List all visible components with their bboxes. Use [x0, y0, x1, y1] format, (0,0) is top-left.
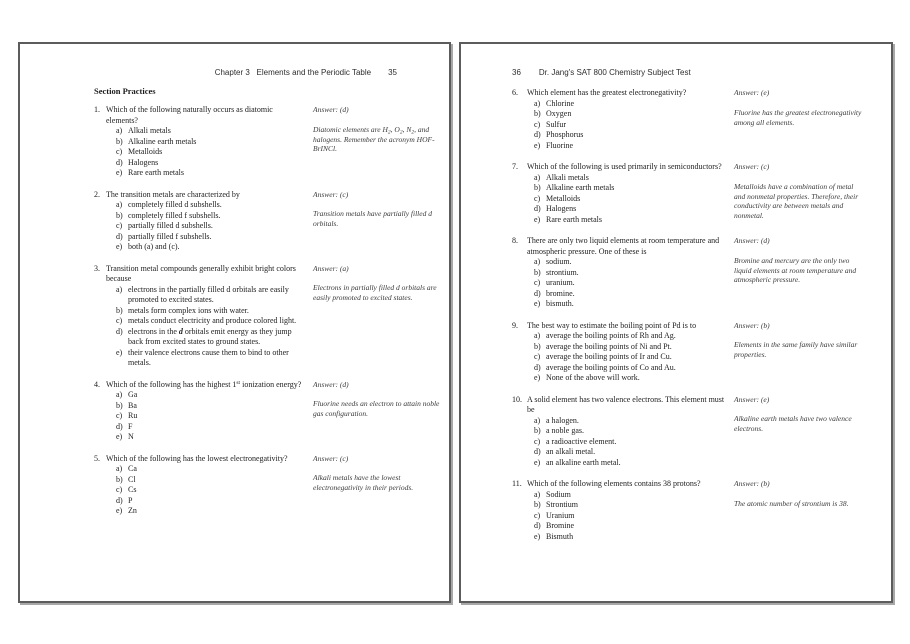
option-letter: b): [116, 474, 123, 484]
page-right-content: [461, 44, 891, 601]
option-row: [116, 327, 449, 348]
question-text: The transition metals are characterized by: [106, 189, 240, 199]
option-text: completely filled d subshells.: [128, 200, 222, 209]
option-letter: b): [116, 305, 123, 315]
option-text: strontium.: [546, 267, 579, 277]
option-letter: c): [534, 119, 541, 129]
question-number: 1.: [94, 105, 100, 114]
answer-note: Diatomic elements are $H_2$, $O_2$, $N_2$, and halogens. Remember the acronym HOF-BrINCl.: [313, 124, 435, 154]
question-block: [94, 190, 449, 253]
question-number: 2.: [94, 189, 100, 199]
option-letter: e): [116, 432, 123, 441]
answer-column: [734, 162, 864, 221]
option-row: [534, 521, 891, 532]
option-text: Bromine: [546, 521, 574, 530]
answer-column: [734, 395, 864, 434]
page-left-content: [20, 44, 449, 601]
question-block: [512, 395, 891, 469]
answer-column: [734, 479, 864, 509]
option-letter: c): [534, 278, 541, 287]
option-row: [534, 447, 891, 458]
option-letter: c): [116, 316, 123, 325]
option-text: uranium.: [546, 278, 575, 287]
question-block: [94, 264, 449, 369]
option-text: Alkaline earth metals: [546, 183, 615, 192]
answer-column: [313, 454, 443, 493]
section-title: Section Practices: [94, 86, 156, 96]
option-text: electrons in the partially filled d orbitals are easily promoted to excited states.: [128, 284, 289, 304]
option-text: Alkali metals: [128, 126, 171, 135]
option-row: [534, 532, 891, 543]
option-letter: e): [534, 140, 541, 150]
option-text: completely filled f subshells.: [128, 210, 221, 220]
option-letter: b): [534, 341, 541, 351]
answer-note: The atomic number of strontium is 38.: [734, 498, 849, 508]
option-letter: e): [534, 214, 541, 224]
page-number-right: 36: [512, 68, 521, 77]
option-text: Chlorine: [546, 98, 574, 108]
question-block: [512, 321, 891, 384]
option-text: bromine.: [546, 288, 575, 298]
answer-label: Answer: (c): [313, 453, 349, 463]
option-letter: a): [116, 200, 123, 209]
option-text: Ru: [128, 411, 138, 420]
option-letter: a): [534, 415, 541, 425]
option-letter: e): [534, 457, 541, 467]
option-text: Sodium: [546, 489, 571, 499]
option-letter: c): [534, 436, 541, 446]
option-letter: c): [534, 510, 541, 520]
page-left: [18, 42, 451, 603]
question-text: The best way to estimate the boiling point of Pd is to: [527, 320, 697, 330]
option-letter: d): [534, 447, 541, 456]
answer-note: Electrons in partially filled d orbitals are easily promoted to excited states.: [313, 283, 437, 303]
option-letter: a): [116, 284, 123, 294]
answer-label: Answer: (d): [313, 379, 349, 389]
answer-note: Fluorine has the greatest electronegativity among all elements.: [734, 107, 862, 127]
question-text: Which of the following naturally occurs as diatomic elements?: [106, 105, 273, 125]
option-text: a noble gas.: [546, 426, 584, 435]
answer-note: Alkaline earth metals have two valence electrons.: [734, 414, 852, 434]
option-text: Rare earth metals: [128, 168, 184, 177]
option-text: Bismuth: [546, 531, 574, 541]
option-text: an alkali metal.: [546, 447, 596, 456]
question-number: 10.: [512, 394, 522, 404]
answer-column: [734, 236, 864, 285]
option-text: partially filled f subshells.: [128, 231, 212, 241]
option-text: Ba: [128, 400, 137, 410]
option-text: Phosphorus: [546, 130, 584, 139]
option-letter: e): [116, 168, 123, 177]
question-block: [512, 162, 891, 225]
option-letter: d): [534, 288, 541, 298]
answer-label: Answer: (b): [734, 320, 770, 330]
page-right: [459, 42, 893, 603]
question-block: [94, 454, 449, 517]
option-row: [534, 437, 891, 448]
page-number-left: 35: [388, 68, 397, 77]
answer-label: Answer: (e): [734, 394, 770, 404]
question-text: Transition metal compounds generally exhibit bright colors because: [106, 263, 296, 283]
option-text: F: [128, 421, 133, 431]
question-block: [512, 88, 891, 151]
option-letter: d): [116, 421, 123, 431]
option-text: a halogen.: [546, 415, 579, 425]
chapter-title: Chapter 3 Elements and the Periodic Table: [214, 68, 372, 77]
option-text: Ga: [128, 390, 138, 399]
option-letter: e): [116, 506, 123, 515]
option-text: Rare earth metals: [546, 214, 602, 224]
answer-label: Answer: (b): [734, 479, 770, 488]
question-number: 5.: [94, 453, 100, 463]
question-number: 7.: [512, 162, 518, 171]
question-text: Which of the following has the lowest electronegativity?: [106, 453, 288, 463]
option-letter: a): [534, 257, 541, 266]
option-text: Metalloids: [546, 193, 581, 203]
option-row: [534, 141, 891, 152]
option-row: [534, 458, 891, 469]
option-letter: d): [534, 362, 541, 372]
question-number: 8.: [512, 236, 518, 245]
option-text: their valence electrons cause them to bind to other metals.: [128, 347, 289, 367]
option-row: [534, 299, 891, 310]
option-row: [116, 496, 449, 507]
option-letter: b): [116, 136, 123, 146]
option-letter: a): [534, 172, 541, 182]
question-block: [512, 479, 891, 542]
option-row: [116, 422, 449, 433]
option-letter: c): [116, 147, 123, 156]
option-row: [116, 232, 449, 243]
answer-label: Answer: (c): [734, 162, 770, 171]
option-letter: e): [116, 347, 123, 357]
option-row: [116, 506, 449, 517]
option-letter: b): [534, 267, 541, 277]
option-text: Alkaline earth metals: [128, 136, 197, 146]
question-block: [94, 380, 449, 443]
question-text: A solid element has two valence electrons. This element must be: [527, 394, 725, 414]
option-letter: e): [534, 531, 541, 541]
option-text: metals conduct electricity and produce colored light.: [128, 316, 297, 325]
option-text: sodium.: [546, 257, 572, 266]
left-running-head: [20, 68, 449, 78]
option-row: [534, 130, 891, 141]
option-letter: b): [534, 500, 541, 509]
option-text: average the boiling points of Rh and Ag.: [546, 331, 676, 340]
option-text: bismuth.: [546, 299, 574, 308]
answer-column: [313, 264, 443, 303]
option-letter: b): [534, 109, 541, 118]
option-letter: a): [116, 464, 123, 473]
option-letter: b): [534, 183, 541, 192]
option-letter: d): [534, 204, 541, 213]
question-number: 3.: [94, 263, 100, 273]
option-letter: c): [534, 352, 541, 361]
option-text: Oxygen: [546, 109, 572, 118]
option-text: P: [128, 495, 133, 505]
option-text: both (a) and (c).: [128, 242, 180, 251]
option-text: average the boiling points of Ir and Cu.: [546, 352, 672, 361]
questions-right: [461, 88, 891, 542]
option-text: Uranium: [546, 510, 575, 520]
question-number: 6.: [512, 88, 518, 97]
option-letter: e): [116, 242, 123, 251]
answer-note: Transition metals have partially filled d orbitals.: [313, 209, 432, 229]
option-text: None of the above will work.: [546, 373, 640, 382]
option-letter: b): [534, 426, 541, 435]
option-row: [116, 316, 449, 327]
option-row: [534, 289, 891, 300]
option-letter: b): [116, 210, 123, 220]
option-text: Ca: [128, 464, 137, 473]
questions-left: [20, 105, 449, 517]
option-letter: d): [116, 157, 123, 167]
option-text: a radioactive element.: [546, 436, 617, 446]
answer-column: [734, 88, 864, 127]
option-row: [116, 242, 449, 253]
answer-label: Answer: (d): [734, 236, 770, 245]
option-row: [534, 511, 891, 522]
answer-label: Answer: (a): [313, 263, 349, 273]
option-letter: e): [534, 373, 541, 382]
question-text: Which of the following elements contains 38 protons?: [527, 479, 701, 488]
book-title: Dr. Jang's SAT 800 Chemistry Subject Test: [538, 68, 691, 77]
option-text: metals form complex ions with water.: [128, 305, 249, 315]
question-number: 4.: [94, 379, 100, 389]
answer-note: Bromine and mercury are the only two liquid elements at room temperature and atmospheric pressure.: [734, 255, 857, 285]
option-row: [116, 168, 449, 179]
option-text: an alkaline earth metal.: [546, 457, 621, 467]
option-letter: c): [116, 221, 123, 230]
option-letter: c): [116, 485, 123, 494]
option-letter: a): [116, 390, 123, 399]
option-letter: d): [116, 231, 123, 241]
option-letter: d): [116, 326, 123, 336]
option-text: Halogens: [546, 204, 577, 213]
answer-column: [313, 380, 443, 419]
option-row: [534, 373, 891, 384]
option-letter: e): [534, 299, 541, 308]
option-text: Fluorine: [546, 140, 574, 150]
answer-note: Metalloids have a combination of metal and nonmetal properties. Therefore, their conductivity are between metals and nonmetal.: [734, 181, 859, 221]
option-text: Halogens: [128, 157, 159, 167]
question-text: Which of the following is used primarily in semiconductors?: [527, 162, 722, 171]
question-block: [512, 236, 891, 310]
option-letter: a): [534, 98, 541, 108]
option-letter: d): [534, 130, 541, 139]
option-text: electrons in the d orbitals emit energy as they jump back from excited states to ground states.: [128, 326, 292, 346]
question-block: [94, 105, 449, 179]
option-text: Cl: [128, 474, 136, 484]
answer-note: Elements in the same family have similar properties.: [734, 340, 858, 360]
question-number: 11.: [512, 479, 522, 488]
option-text: Strontium: [546, 500, 579, 509]
option-letter: d): [116, 495, 123, 505]
option-row: [116, 306, 449, 317]
answer-column: [313, 190, 443, 229]
option-row: [116, 348, 449, 369]
answer-column: [734, 321, 864, 360]
option-letter: a): [116, 126, 123, 135]
option-row: [534, 363, 891, 374]
question-text: Which element has the greatest electronegativity?: [527, 88, 687, 97]
question-number: 9.: [512, 320, 518, 330]
option-row: [116, 432, 449, 443]
answer-label: Answer: (e): [734, 88, 770, 97]
option-text: Alkali metals: [546, 172, 589, 182]
option-letter: c): [116, 411, 123, 420]
answer-label: Answer: (c): [313, 189, 349, 199]
right-running-head: [461, 68, 891, 78]
answer-label: Answer: (d): [313, 105, 349, 114]
option-letter: a): [534, 331, 541, 340]
option-text: Zn: [128, 506, 137, 515]
option-text: Sulfur: [546, 119, 566, 129]
option-text: average the boiling points of Co and Au.: [546, 362, 676, 372]
question-text: Which of the following has the highest 1st ionization energy?: [106, 379, 302, 389]
answer-note: Fluorine needs an electron to attain noble gas configuration.: [313, 399, 440, 419]
option-text: Metalloids: [128, 147, 163, 156]
question-text: There are only two liquid elements at room temperature and atmospheric pressure. One of these is: [527, 236, 720, 256]
option-letter: b): [116, 400, 123, 410]
option-text: N: [128, 432, 134, 441]
answer-note: Alkali metals have the lowest electronegativity in their periods.: [313, 473, 414, 493]
option-row: [116, 158, 449, 169]
option-letter: d): [534, 521, 541, 530]
option-text: partially filled d subshells.: [128, 221, 213, 230]
option-letter: a): [534, 489, 541, 499]
option-text: Cs: [128, 485, 137, 494]
option-letter: c): [534, 193, 541, 203]
answer-column: [313, 105, 443, 154]
option-text: average the boiling points of Ni and Pt.: [546, 341, 672, 351]
